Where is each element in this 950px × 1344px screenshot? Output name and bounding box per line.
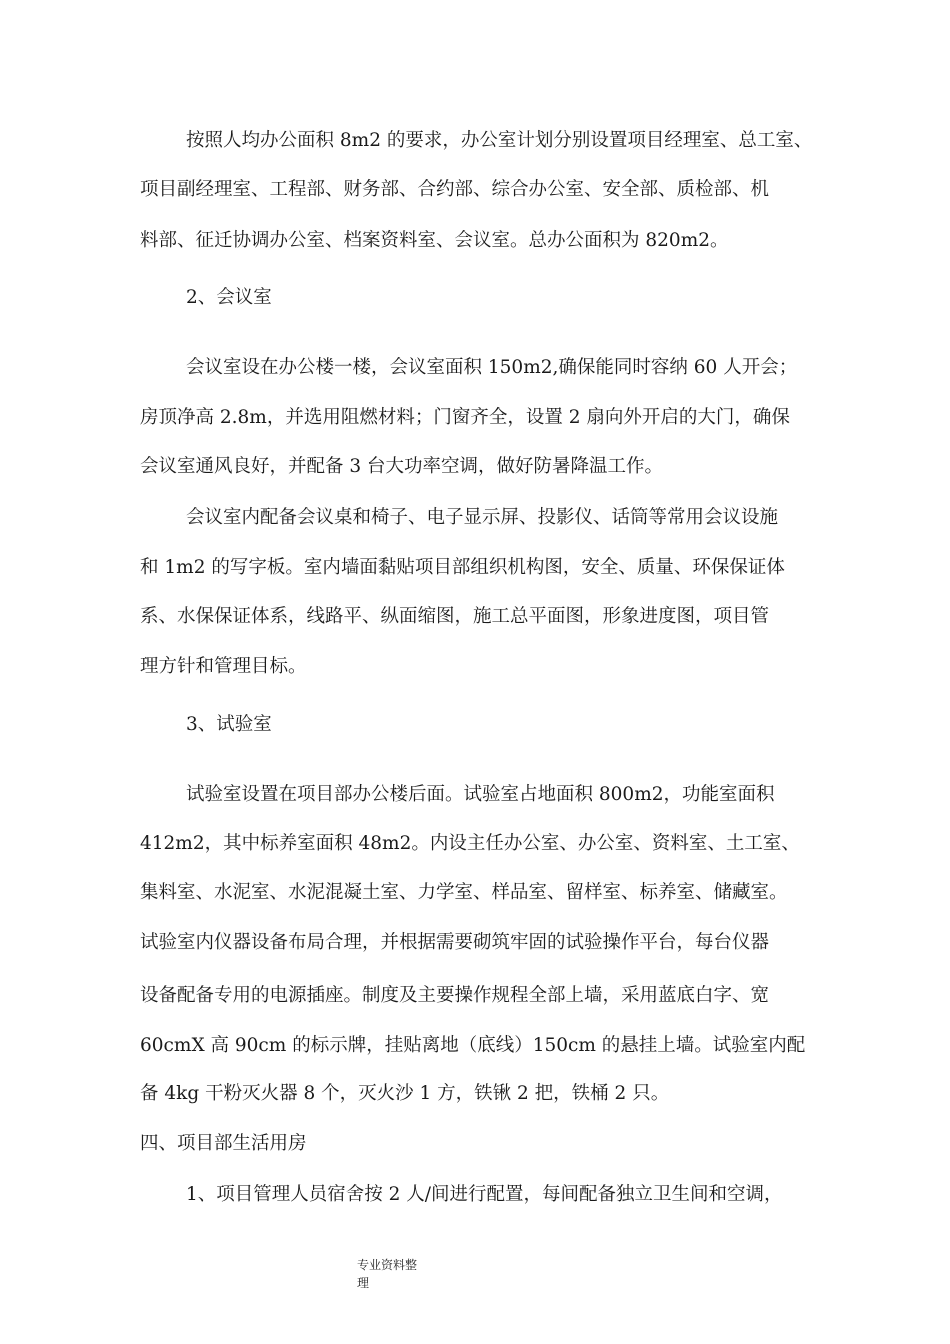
paragraph-line: 系、水保保证体系，线路平、纵面缩图，施工总平面图，形象进度图，项目管 <box>140 606 770 627</box>
paragraph-line: 料部、征迁协调办公室、档案资料室、会议室。总办公面积为 820m2。 <box>140 230 729 251</box>
page-footer <box>357 1256 447 1292</box>
footer-line: 理 <box>357 1276 370 1290</box>
paragraph-line: 按照人均办公面积 8m2 的要求，办公室计划分别设置项目经理室、总工室、 <box>186 130 813 151</box>
paragraph-line: 会议室通风良好，并配备 3 台大功率空调，做好防暑降温工作。 <box>140 456 664 477</box>
paragraph-line: 60cmX 高 90cm 的标示牌，挂贴离地（底线）150cm 的悬挂上墙。试验室内配 <box>140 1035 806 1056</box>
section-heading: 3、试验室 <box>186 714 272 735</box>
paragraph-line: 会议室设在办公楼一楼，会议室面积 150m2,确保能同时容纳 60 人开会； <box>186 357 798 378</box>
paragraph-line: 会议室内配备会议桌和椅子、电子显示屏、投影仪、话筒等常用会议设施 <box>186 507 779 528</box>
paragraph-line: 设备配备专用的电源插座。制度及主要操作规程全部上墙，采用蓝底白字、宽 <box>140 985 770 1006</box>
paragraph-line: 412m2，其中标养室面积 48m2。内设主任办公室、办公室、资料室、土工室、 <box>140 833 800 854</box>
footer-line: 专业资料整 <box>357 1258 418 1272</box>
paragraph-line: 试验室设置在项目部办公楼后面。试验室占地面积 800m2，功能室面积 <box>186 784 775 805</box>
paragraph-line: 理方针和管理目标。 <box>140 656 307 677</box>
paragraph-line: 项目副经理室、工程部、财务部、合约部、综合办公室、安全部、质检部、机 <box>140 179 770 200</box>
paragraph-line: 集料室、水泥室、水泥混凝土室、力学室、样品室、留样室、标养室、储藏室。 <box>140 882 788 903</box>
paragraph-line: 1、项目管理人员宿舍按 2 人/间进行配置，每间配备独立卫生间和空调， <box>186 1184 783 1205</box>
section-heading: 2、会议室 <box>186 287 272 308</box>
section-heading: 四、项目部生活用房 <box>140 1133 307 1154</box>
paragraph-line: 房顶净高 2.8m，并选用阻燃材料；门窗齐全，设置 2 扇向外开启的大门，确保 <box>140 407 790 428</box>
paragraph-line: 备 4kg 干粉灭火器 8 个，灭火沙 1 方，铁锹 2 把，铁桶 2 只。 <box>140 1083 670 1104</box>
paragraph-line: 试验室内仪器设备布局合理，并根据需要砌筑牢固的试验操作平台，每台仪器 <box>140 932 770 953</box>
paragraph-line: 和 1m2 的写字板。室内墙面黏贴项目部组织机构图，安全、质量、环保保证体 <box>140 557 785 578</box>
